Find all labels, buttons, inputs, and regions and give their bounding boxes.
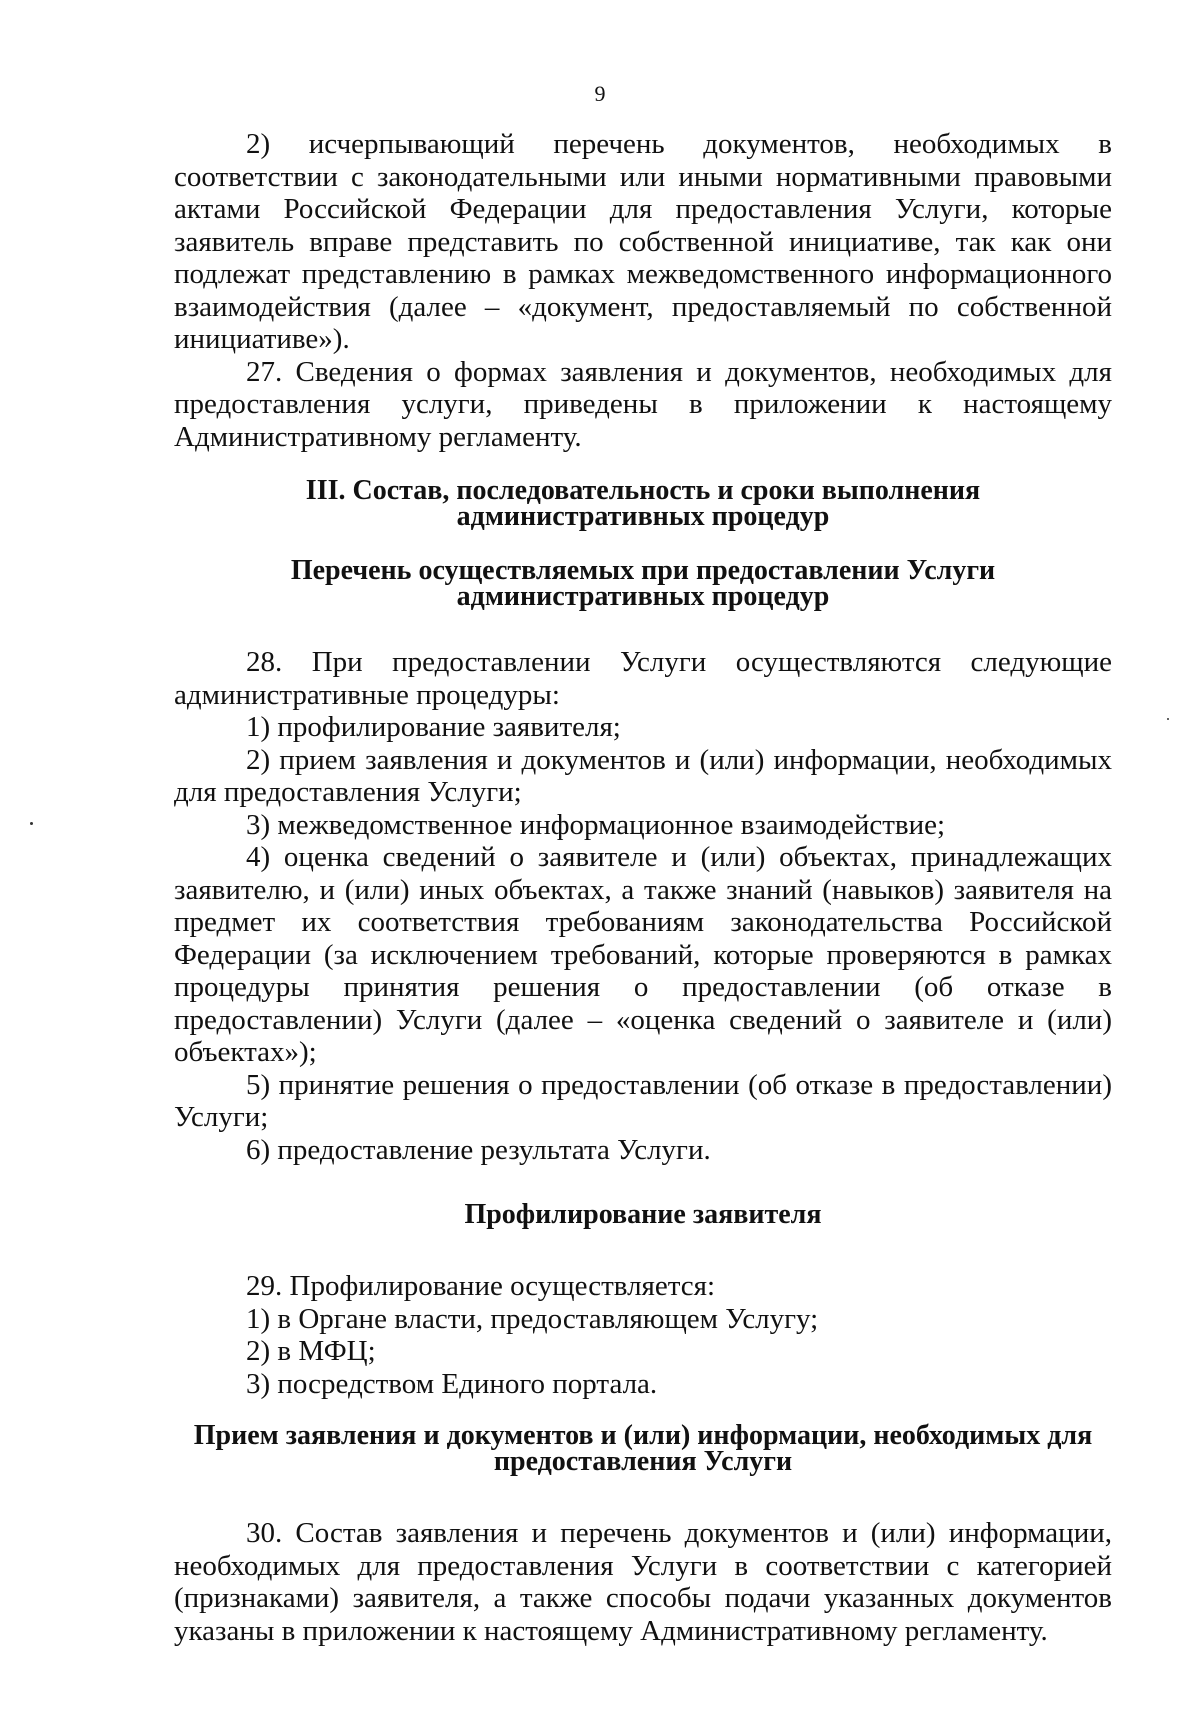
subheading-intake-line-2: предоставления Услуги <box>493 1446 793 1477</box>
scan-speck <box>1167 718 1169 720</box>
paragraph-28: 28. При предоставлении Услуги осуществляются следующие административные процедуры: <box>174 646 1112 711</box>
subheading-profiling: Профилирование заявителя <box>464 1199 822 1230</box>
page-number: 9 <box>594 81 606 106</box>
procedure-item-3: 3) межведомственное информационное взаимодействие; <box>246 808 946 841</box>
procedure-item-2: 2) прием заявления и документов и (или) информации, необходимых для предоставления Услуги; <box>174 743 1112 808</box>
profiling-item-3: 3) посредством Единого портала. <box>246 1367 658 1400</box>
section-heading-line-2: административных процедур <box>456 501 830 532</box>
procedure-item-4: 4) оценка сведений о заявителе и (или) объектах, принадлежащих заявителю, и (или) иных объектах, а также знаний (навыков) заявителя на предмет их соответствия требованиям законодательства Российской Федерации (за исключением требований, которые проверяются в рамках процедуры принятия решения о предоставлении (об отказе в предоставлении) Услуги (далее – «оценка сведений о заявителе и (или) объектах»); <box>174 841 1112 1068</box>
section-heading-line-1: III. Состав, последовательность и сроки выполнения <box>305 475 981 506</box>
subheading-application-intake <box>174 1420 1112 1477</box>
paragraph-27: 27. Сведения о формах заявления и документов, необходимых для предоставления услуги, приведены в приложении к настоящему Административному регламенту. <box>174 355 1112 453</box>
subheading-procedures-line-2: административных процедур <box>456 581 830 612</box>
procedure-item-6: 6) предоставление результата Услуги. <box>246 1133 711 1166</box>
subheading-procedures-line-1: Перечень осуществляемых при предоставлении Услуги <box>290 555 996 586</box>
procedure-item-5: 5) принятие решения о предоставлении (об отказе в предоставлении) Услуги; <box>174 1068 1112 1133</box>
section-heading-iii <box>174 475 1112 532</box>
subheading-procedures-list <box>174 555 1112 612</box>
procedure-item-1: 1) профилирование заявителя; <box>246 711 621 743</box>
document-body <box>174 128 1112 1647</box>
scan-speck <box>30 822 33 825</box>
profiling-item-1: 1) в Органе власти, предоставляющем Услугу; <box>246 1302 819 1335</box>
paragraph-30: 30. Состав заявления и перечень документов и (или) информации, необходимых для предоставления Услуги в соответствии с категорией (признаками) заявителя, а также способы подачи указанных документов указаны в приложении к настоящему Административному регламенту. <box>174 1517 1112 1647</box>
paragraph-29: 29. Профилирование осуществляется: <box>246 1270 716 1302</box>
subheading-intake-line-1: Прием заявления и документов и (или) информации, необходимых для <box>193 1420 1093 1451</box>
paragraph-item-2-documents: 2) исчерпывающий перечень документов, необходимых в соответствии с законодательными или иными нормативными правовыми актами Российской Федерации для предоставления Услуги, которые заявитель вправе представить по собственной инициативе, так как они подлежат представлению в рамках межведомственного информационного взаимодействия (далее – «документ, предоставляемый по собственной инициативе»). <box>174 128 1112 355</box>
profiling-item-2: 2) в МФЦ; <box>246 1335 376 1367</box>
